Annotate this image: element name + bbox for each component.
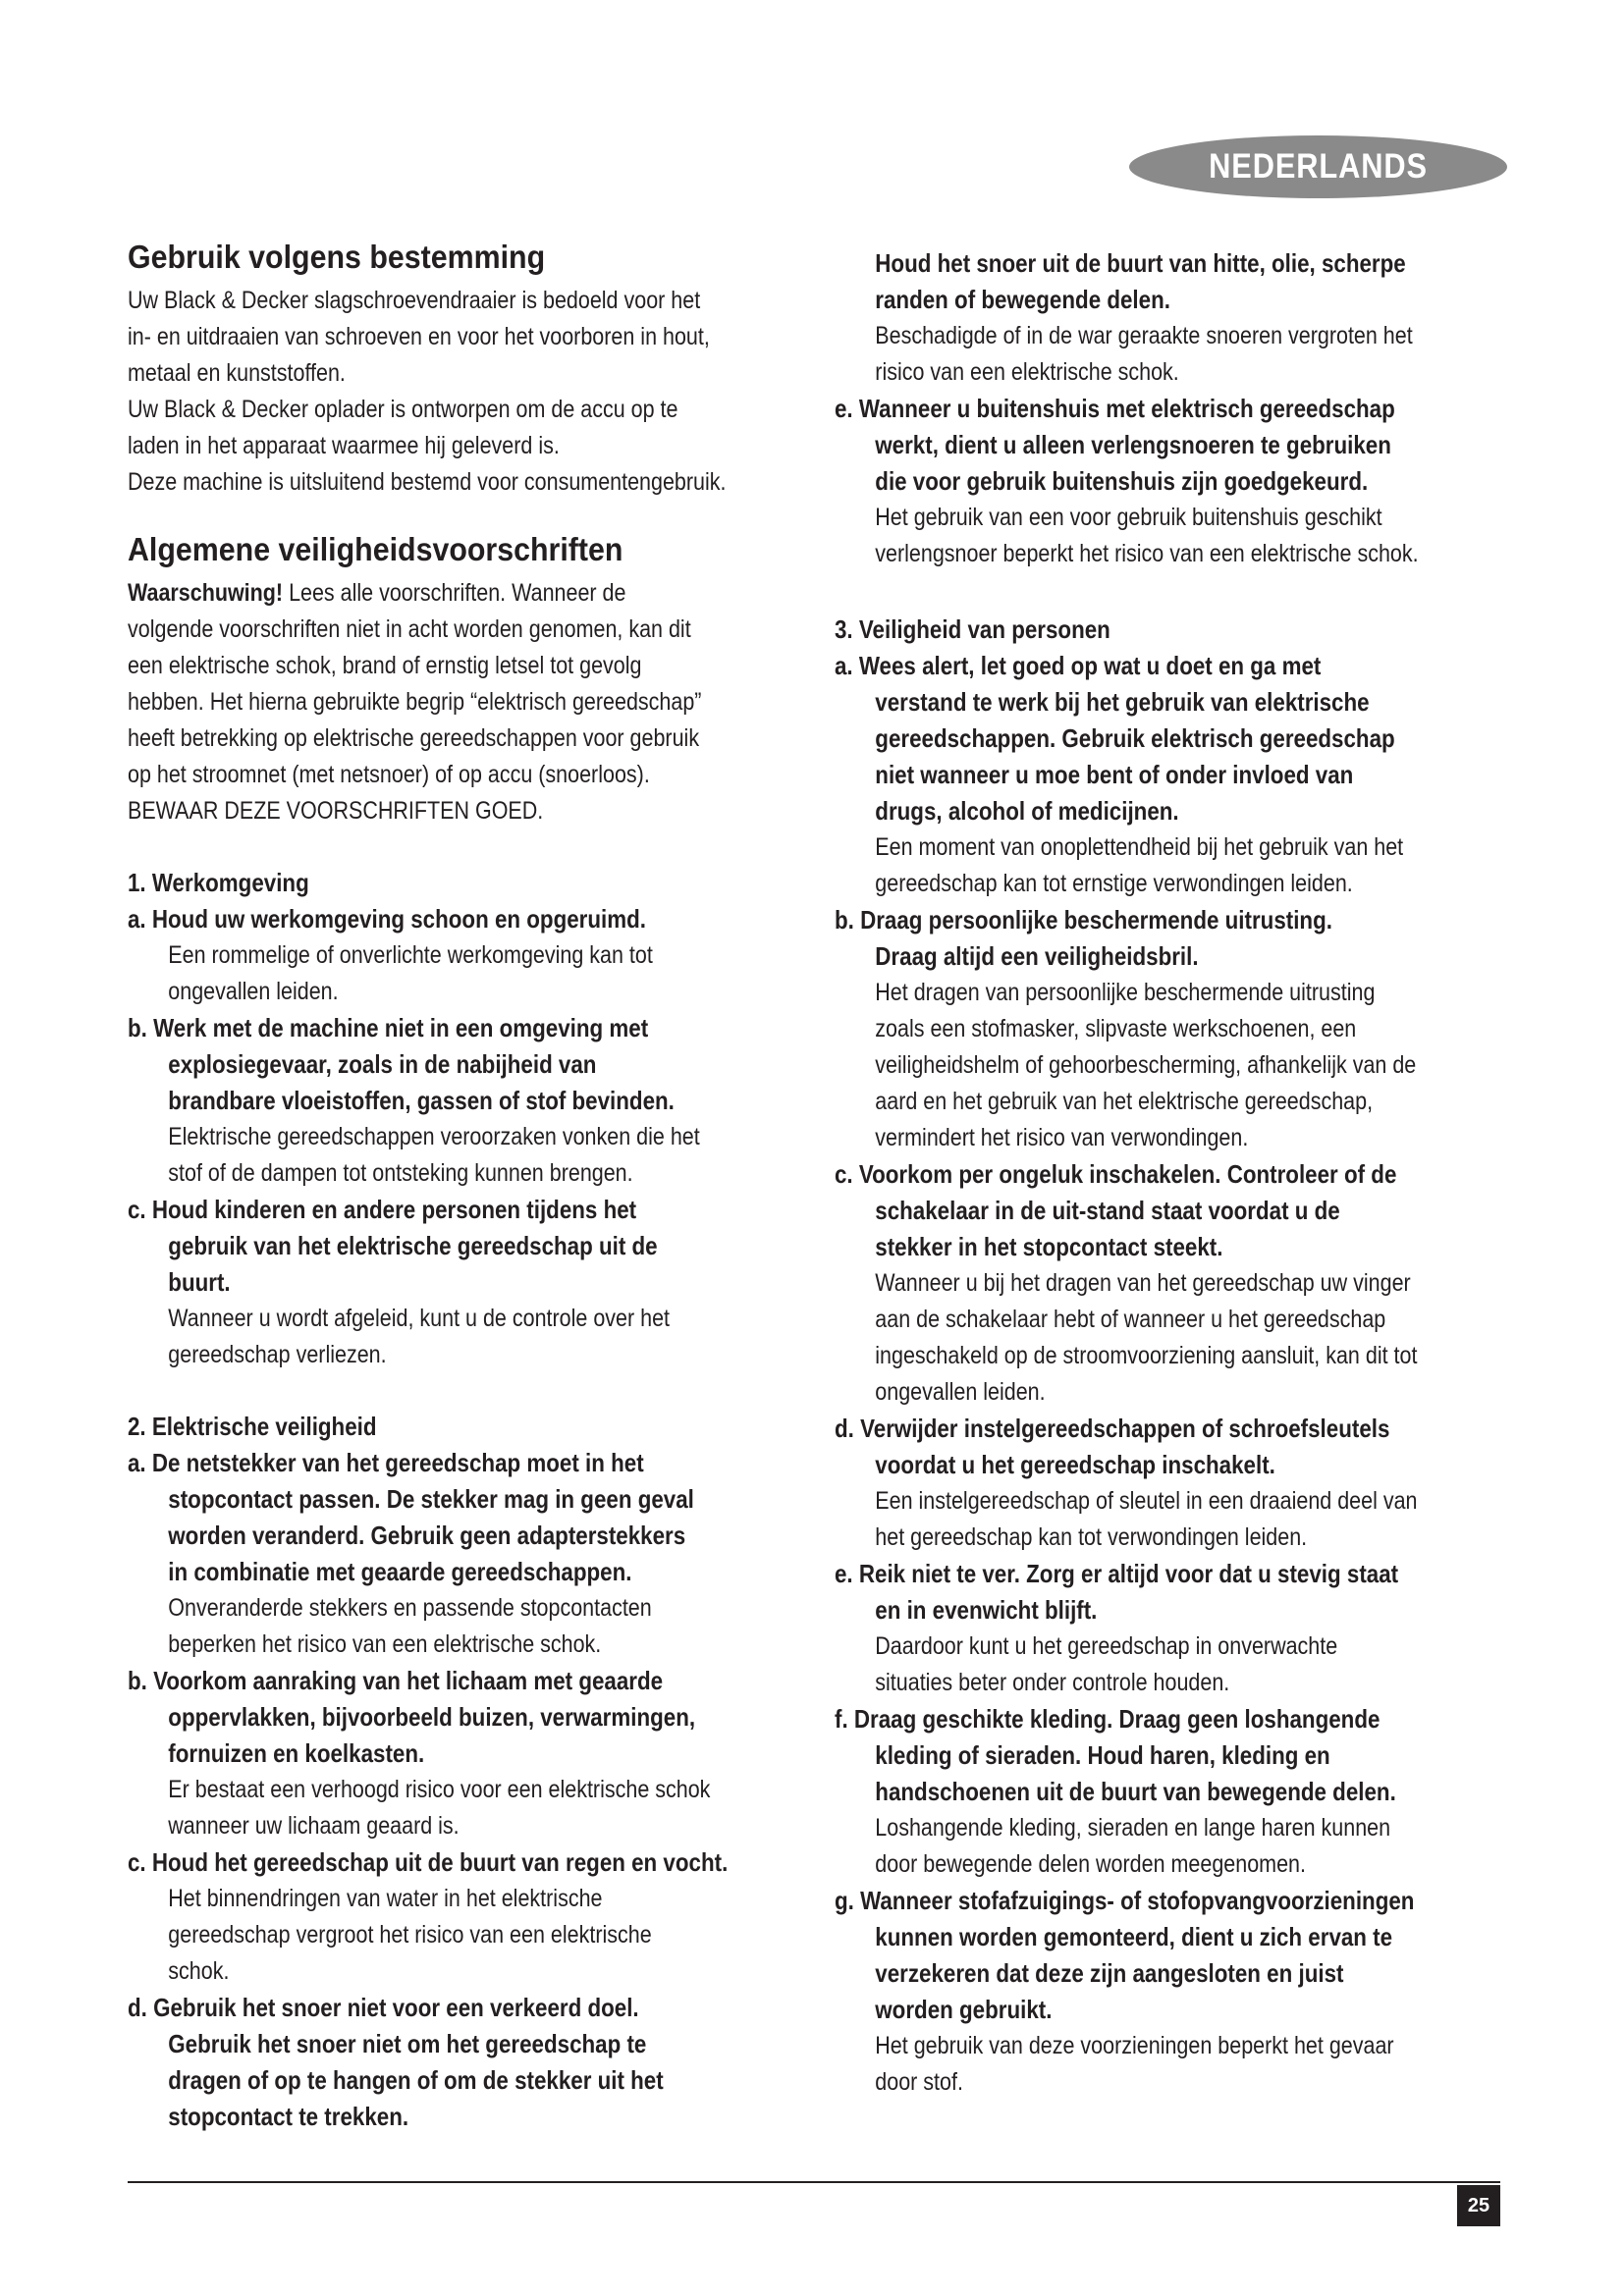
text-line: Deze machine is uitsluitend bestemd voor consumentengebruik. bbox=[128, 468, 727, 496]
list-item bbox=[835, 648, 1502, 902]
item-text-line: ingeschakeld op de stroomvoorziening aansluit, kan dit tot bbox=[875, 1342, 1418, 1369]
item-heading-line: d. Gebruik het snoer niet voor een verkeerd doel. bbox=[128, 1993, 639, 2022]
item-heading-line: voordat u het gereedschap inschakelt. bbox=[875, 1450, 1275, 1479]
item-text-line: ongevallen leiden. bbox=[168, 978, 339, 1005]
item-heading-line: a. De netstekker van het gereedschap moet in het bbox=[128, 1448, 644, 1477]
item-text-line: Het binnendringen van water in het elektrische bbox=[168, 1885, 603, 1912]
item-heading-line: handschoenen uit de buurt van bewegende delen. bbox=[875, 1777, 1396, 1806]
item-heading-line: worden veranderd. Gebruik geen adapterstekkers bbox=[168, 1521, 686, 1550]
text-line: metaal en kunststoffen. bbox=[128, 359, 346, 387]
list-item bbox=[128, 1663, 795, 1844]
item-heading-line: randen of bewegende delen. bbox=[875, 285, 1170, 314]
left-column bbox=[128, 236, 795, 2135]
item-text-line: Een moment van onoplettendheid bij het gebruik van het bbox=[875, 833, 1404, 861]
item-text-line: ongevallen leiden. bbox=[875, 1378, 1046, 1406]
list-item bbox=[128, 1445, 795, 1663]
language-label: NEDERLANDS bbox=[1209, 147, 1428, 186]
item-heading-line: explosiegevaar, zoals in de nabijheid van bbox=[168, 1049, 597, 1079]
item-heading-line: g. Wanneer stofafzuigings- of stofopvangvoorzieningen bbox=[835, 1886, 1415, 1915]
item-heading-line: kunnen worden gemonteerd, dient u zich ervan te bbox=[875, 1922, 1393, 1951]
item-heading-line: f. Draag geschikte kleding. Draag geen loshangende bbox=[835, 1704, 1380, 1734]
item-text-line: schok. bbox=[168, 1957, 230, 1985]
item-text-line: wanneer uw lichaam geaard is. bbox=[168, 1812, 460, 1840]
item-heading-line: stopcontact te trekken. bbox=[168, 2102, 409, 2131]
item-heading-line: Draag altijd een veiligheidsbril. bbox=[875, 941, 1199, 971]
section-title-intended-use: Gebruik volgens bestemming bbox=[128, 239, 546, 275]
item-heading-line: werkt, dient u alleen verlengsnoeren te gebruiken bbox=[875, 430, 1391, 459]
item-text-line: Het dragen van persoonlijke beschermende uitrusting bbox=[875, 979, 1376, 1006]
list-item bbox=[835, 1411, 1502, 1556]
item-heading-line: niet wanneer u moe bent of onder invloed van bbox=[875, 760, 1354, 789]
item-text-line: Een instelgereedschap of sleutel in een draaiend deel van bbox=[875, 1487, 1418, 1515]
item-text-line: door stof. bbox=[875, 2068, 963, 2096]
subsection-personal-safety: 3. Veiligheid van personen bbox=[835, 614, 1110, 644]
list-item bbox=[128, 1010, 795, 1192]
list-item bbox=[128, 901, 795, 1010]
list-item bbox=[835, 1156, 1502, 1411]
text-line: heeft betrekking op elektrische gereedschappen voor gebruik bbox=[128, 724, 700, 752]
electrical-items bbox=[128, 1445, 795, 2135]
item-text-line: aard en het gebruik van het elektrische gereedschap, bbox=[875, 1088, 1374, 1115]
list-item bbox=[835, 391, 1502, 572]
personal-safety-items bbox=[835, 648, 1502, 2101]
item-heading-line: c. Voorkom per ongeluk inschakelen. Controleer of de bbox=[835, 1159, 1397, 1189]
item-heading-line: d. Verwijder instelgereedschappen of schroefsleutels bbox=[835, 1414, 1390, 1443]
list-item bbox=[835, 1883, 1502, 2101]
item-heading-line: fornuizen en koelkasten. bbox=[168, 1738, 425, 1768]
item-text-line: aan de schakelaar hebt of wanneer u het gereedschap bbox=[875, 1306, 1386, 1333]
item-heading-line: oppervlakken, bijvoorbeeld buizen, verwarmingen, bbox=[168, 1702, 696, 1732]
item-text-line: Loshangende kleding, sieraden en lange haren kunnen bbox=[875, 1814, 1391, 1842]
item-heading-line: gebruik van het elektrische gereedschap uit de bbox=[168, 1231, 658, 1260]
item-text-line: zoals een stofmasker, slipvaste werkschoenen, een bbox=[875, 1015, 1357, 1042]
item-heading-line: Houd het snoer uit de buurt van hitte, olie, scherpe bbox=[875, 248, 1406, 278]
item-text-line: Wanneer u wordt afgeleid, kunt u de controle over het bbox=[168, 1305, 671, 1332]
text-line: in- en uitdraaien van schroeven en voor het voorboren in hout, bbox=[128, 323, 710, 350]
page-number: 25 bbox=[1457, 2185, 1500, 2226]
item-heading-line: verzekeren dat deze zijn aangesloten en juist bbox=[875, 1958, 1344, 1988]
cord-items bbox=[835, 245, 1502, 572]
item-heading-line: e. Reik niet te ver. Zorg er altijd voor dat u stevig staat bbox=[835, 1559, 1399, 1588]
list-item bbox=[835, 245, 1502, 391]
item-text-line: Een rommelige of onverlichte werkomgeving kan tot bbox=[168, 941, 653, 969]
warning-text bbox=[128, 612, 795, 829]
list-item bbox=[835, 902, 1502, 1156]
item-heading-line: e. Wanneer u buitenshuis met elektrisch gereedschap bbox=[835, 394, 1395, 423]
warning-label: Waarschuwing! bbox=[128, 579, 284, 607]
item-heading-line: die voor gebruik buitenshuis zijn goedgekeurd. bbox=[875, 466, 1369, 496]
item-text-line: Het gebruik van deze voorzieningen beperkt het gevaar bbox=[875, 2032, 1394, 2059]
item-heading-line: b. Werk met de machine niet in een omgeving met bbox=[128, 1013, 649, 1042]
item-heading-line: Gebruik het snoer niet om het gereedschap te bbox=[168, 2029, 647, 2058]
footer-rule bbox=[128, 2181, 1500, 2183]
item-heading-line: schakelaar in de uit-stand staat voordat u de bbox=[875, 1196, 1340, 1225]
list-item bbox=[128, 1990, 795, 2135]
list-item bbox=[835, 1701, 1502, 1883]
item-heading-line: verstand te werk bij het gebruik van elektrische bbox=[875, 687, 1370, 717]
item-heading-line: c. Houd kinderen en andere personen tijdens het bbox=[128, 1195, 637, 1224]
item-heading-line: a. Houd uw werkomgeving schoon en opgeruimd. bbox=[128, 904, 646, 934]
text-line: hebben. Het hierna gebruikte begrip “elektrisch gereedschap” bbox=[128, 688, 702, 716]
intended-use-text bbox=[128, 283, 795, 501]
item-text-line: verlengsnoer beperkt het risico van een elektrische schok. bbox=[875, 540, 1419, 567]
item-heading-line: worden gebruikt. bbox=[875, 1995, 1053, 2024]
text-line: volgende voorschriften niet in acht worden genomen, kan dit bbox=[128, 615, 691, 643]
item-heading-line: a. Wees alert, let goed op wat u doet en ga met bbox=[835, 651, 1322, 680]
item-text-line: door bewegende delen worden meegenomen. bbox=[875, 1850, 1306, 1878]
warning-first-line bbox=[128, 575, 702, 612]
item-heading-line: kleding of sieraden. Houd haren, kleding en bbox=[875, 1740, 1330, 1770]
item-heading-line: stopcontact passen. De stekker mag in geen geval bbox=[168, 1484, 694, 1514]
item-text-line: situaties beter onder controle houden. bbox=[875, 1669, 1230, 1696]
item-heading-line: buurt. bbox=[168, 1267, 231, 1297]
item-heading-line: b. Draag persoonlijke beschermende uitrusting. bbox=[835, 905, 1332, 934]
item-heading-line: gereedschappen. Gebruik elektrisch gereedschap bbox=[875, 723, 1395, 753]
text-line: BEWAAR DEZE VOORSCHRIFTEN GOED. bbox=[128, 797, 544, 825]
language-tab bbox=[1129, 135, 1507, 198]
item-text-line: Wanneer u bij het dragen van het gereedschap uw vinger bbox=[875, 1269, 1411, 1297]
item-text-line: het gereedschap kan tot verwondingen leiden. bbox=[875, 1523, 1308, 1551]
list-item bbox=[128, 1844, 795, 1990]
text-line: laden in het apparaat waarmee hij geleverd is. bbox=[128, 432, 560, 459]
item-text-line: Beschadigde of in de war geraakte snoeren vergroten het bbox=[875, 322, 1413, 349]
item-heading-line: stekker in het stopcontact steekt. bbox=[875, 1232, 1223, 1261]
item-text-line: veiligheidshelm of gehoorbescherming, afhankelijk van de bbox=[875, 1051, 1417, 1079]
item-heading-line: drugs, alcohol of medicijnen. bbox=[875, 796, 1179, 826]
item-text-line: gereedschap vergroot het risico van een elektrische bbox=[168, 1921, 652, 1949]
item-heading-line: in combinatie met geaarde gereedschappen. bbox=[168, 1557, 632, 1586]
item-heading-line: b. Voorkom aanraking van het lichaam met geaarde bbox=[128, 1666, 664, 1695]
item-text-line: Onveranderde stekkers en passende stopcontacten bbox=[168, 1594, 652, 1622]
subsection-work-area: 1. Werkomgeving bbox=[128, 868, 309, 897]
item-text-line: Daardoor kunt u het gereedschap in onverwachte bbox=[875, 1632, 1338, 1660]
item-text-line: stof of de dampen tot ontsteking kunnen brengen. bbox=[168, 1159, 633, 1187]
item-text-line: Het gebruik van een voor gebruik buitenshuis geschikt bbox=[875, 504, 1382, 531]
text-line: Uw Black & Decker oplader is ontworpen om de accu op te bbox=[128, 396, 678, 423]
item-heading-line: brandbare vloeistoffen, gassen of stof bevinden. bbox=[168, 1086, 675, 1115]
item-text-line: Elektrische gereedschappen veroorzaken vonken die het bbox=[168, 1123, 700, 1150]
text-line: Uw Black & Decker slagschroevendraaier is bedoeld voor het bbox=[128, 287, 701, 314]
right-column-personal bbox=[835, 612, 1502, 2101]
item-heading-line: dragen of op te hangen of om de stekker uit het bbox=[168, 2065, 664, 2095]
text-line: een elektrische schok, brand of ernstig letsel tot gevolg bbox=[128, 652, 642, 679]
list-item bbox=[128, 1192, 795, 1373]
item-text-line: Er bestaat een verhoogd risico voor een elektrische schok bbox=[168, 1776, 711, 1803]
item-text-line: gereedschap kan tot ernstige verwondingen leiden. bbox=[875, 870, 1353, 897]
work-area-items bbox=[128, 901, 795, 1373]
section-title-safety: Algemene veiligheidsvoorschriften bbox=[128, 531, 623, 567]
text-line: op het stroomnet (met netsnoer) of op accu (snoerloos). bbox=[128, 761, 650, 788]
subsection-electrical: 2. Elektrische veiligheid bbox=[128, 1412, 377, 1441]
item-text-line: risico van een elektrische schok. bbox=[875, 358, 1179, 386]
item-heading-line: c. Houd het gereedschap uit de buurt van regen en vocht. bbox=[128, 1847, 729, 1877]
item-text-line: beperken het risico van een elektrische schok. bbox=[168, 1630, 602, 1658]
right-column-top bbox=[835, 245, 1502, 572]
warning-first-text: Lees alle voorschriften. Wanneer de bbox=[283, 579, 626, 607]
item-text-line: gereedschap verliezen. bbox=[168, 1341, 387, 1368]
item-heading-line: en in evenwicht blijft. bbox=[875, 1595, 1098, 1625]
list-item bbox=[835, 1556, 1502, 1701]
item-text-line: vermindert het risico van verwondingen. bbox=[875, 1124, 1249, 1151]
